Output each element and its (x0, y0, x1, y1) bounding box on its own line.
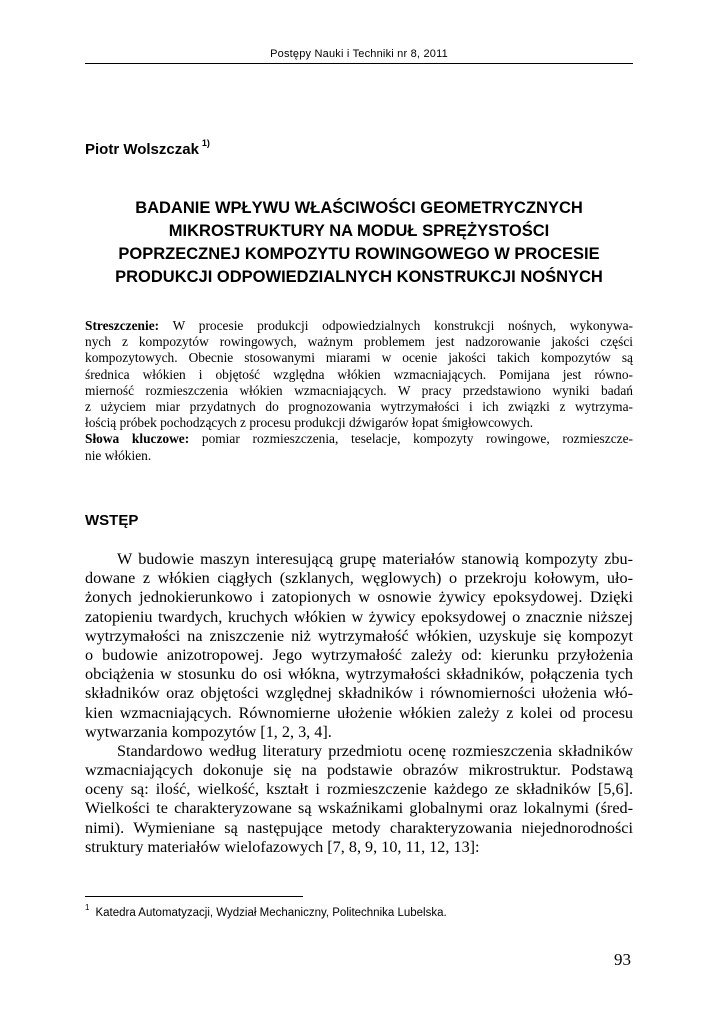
body-line: struktury materiałów wielofazowych [7, 8, 9, 10, 11, 12, 13]: (85, 837, 480, 856)
body-line: Wielkości te charakteryzowane są wskaźnikami globalnymi oraz lokalnymi (śred- (85, 799, 633, 818)
body-line: Standardowo według literatury przedmiotu ocenę rozmieszczenia składników (117, 741, 633, 760)
body-line: wytwarzania kompozytów [1, 2, 3, 4]. (85, 722, 332, 741)
abstract (85, 318, 633, 464)
abstract-line (85, 318, 633, 334)
author-footnote-mark: 1) (201, 138, 210, 148)
body-line: zatopieniu twardych, kruchych włókien w żywicy epoksydowej o znacznie niższej (85, 607, 633, 626)
body-line: obciążenia w stosunku do osi włókna, wytrzymałości składników, połączenia tych (85, 665, 633, 684)
keywords-line (85, 431, 633, 447)
author-line (85, 140, 210, 158)
title-line: POPRZECZNEJ KOMPOZYTU ROWINGOWEGO W PROCESIE (118, 245, 600, 263)
author-name: Piotr Wolszczak (85, 141, 199, 158)
abstract-first-line: W procesie produkcji odpowiedzialnych konstrukcji nośnych, wykonywa- (159, 318, 633, 333)
body-line: żonych jednokierunkowo i zatopionych w osnowie żywicy epoksydowej. Dzięki (85, 588, 633, 607)
body-line: składników oraz objętości względnej składników i równomierności ułożenia włó- (85, 684, 633, 703)
abstract-line: nych z kompozytów rowingowych, ważnym problemem jest nadzorowanie jakości części (85, 334, 633, 350)
body-text (85, 550, 633, 857)
abstract-line: mierność rozmieszczenia włókien wzmacniających. W pracy przedstawiono wyniki badań (85, 382, 633, 398)
body-line: nimi). Wymieniane są następujące metody charakteryzowania niejednorodności (85, 818, 633, 837)
body-line: wytrzymałości na zniszczenie niż wytrzymałość włókien, uzyskuje się kompozyt (85, 626, 633, 645)
abstract-label: Streszczenie: (85, 318, 160, 333)
body-line: dowane z włókien ciągłych (szklanych, węglowych) o przekroju kołowym, uło- (85, 569, 633, 588)
footnote-divider (85, 896, 303, 897)
body-line: kien wzmacniających. Równomierne ułożenie włókien zależy z kolei od procesu (85, 703, 633, 722)
body-line: wzmacniających dokonuje się na podstawie obrazów mikrostruktur. Podstawą (85, 761, 633, 780)
keywords-line: nie włókien. (85, 447, 152, 463)
paper-title (85, 197, 633, 289)
body-line: W budowie maszyn interesującą grupę materiałów stanowią kompozyty zbu- (117, 550, 633, 568)
page-number: 93 (614, 950, 631, 969)
running-header: Postępy Nauki i Techniki nr 8, 2011 (85, 48, 633, 64)
title-line: PRODUKCJI ODPOWIEDZIALNYCH KONSTRUKCJI NOŚNYCH (115, 268, 603, 286)
keywords-label: Słowa kluczowe: (85, 431, 190, 447)
abstract-line: z użyciem miar przydatnych do prognozowania wytrzymałości i ich związki z wytrzyma- (85, 398, 633, 414)
abstract-line: średnica włókien i objętość względna włókien wzmacniających. Pomijana jest równo- (85, 366, 633, 382)
keywords-first-line: pomiar rozmieszczenia, teselacje, kompozyty rowingowe, rozmieszcze- (189, 431, 633, 447)
footnote-mark: 1 (85, 903, 90, 912)
abstract-line: łością próbek pochodzących z procesu produkcji dźwigarów łopat śmigłowcowych. (85, 415, 534, 431)
section-heading: WSTĘP (85, 512, 139, 529)
title-line: MIKROSTRUKTURY NA MODUŁ SPRĘŻYSTOŚCI (168, 222, 550, 240)
abstract-line: kompozytowych. Obecnie stosowanymi miarami w ocenie jakości takich kompozytów są (85, 350, 633, 366)
body-line: oceny są: ilość, wielkość, kształt i rozmieszczenie każdego ze składników [5,6]. (85, 780, 633, 799)
footnote (85, 904, 447, 919)
footnote-text: Katedra Automatyzacji, Wydział Mechaniczny, Politechnika Lubelska. (95, 906, 447, 919)
body-line: o budowie anizotropowej. Jego wytrzymałość zależy od: kierunku przyłożenia (85, 645, 633, 664)
title-line: BADANIE WPŁYWU WŁAŚCIWOŚCI GEOMETRYCZNYCH (135, 199, 583, 217)
